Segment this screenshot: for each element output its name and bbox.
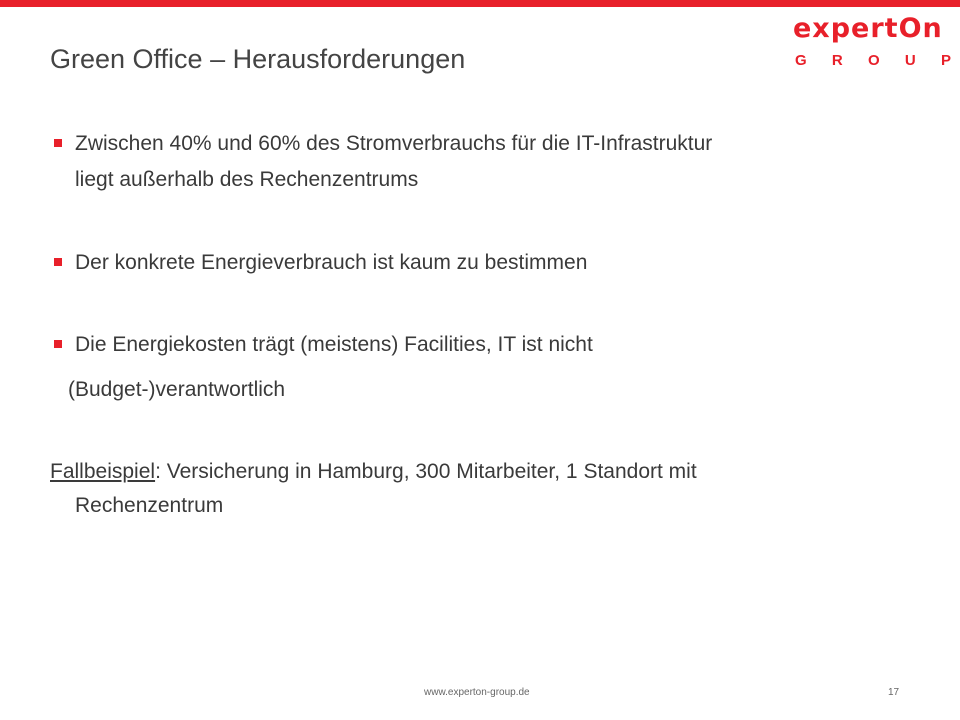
case-study-text: : Versicherung in Hamburg, 300 Mitarbeiter, 1 Standort mit [155, 460, 697, 483]
square-bullet-icon [54, 258, 62, 266]
logo-letter: P [940, 52, 951, 69]
square-bullet-icon [54, 340, 62, 348]
bullet-text [75, 327, 915, 363]
bullet-line: Die Energiekosten trägt (meistens) Facilities, IT ist nicht [75, 333, 593, 356]
bullet-line: Zwischen 40% und 60% des Stromverbrauchs für die IT-Infrastruktur [75, 132, 713, 155]
logo-letter: O [867, 52, 880, 69]
logo-wordmark: expertOn [793, 13, 943, 44]
bullet-text [75, 126, 915, 198]
bullet-continuation: (Budget-)verantwortlich [68, 378, 286, 401]
square-bullet-icon [54, 139, 62, 147]
bullet-line: Der konkrete Energieverbrauch ist kaum zu bestimmen [75, 251, 588, 274]
case-study-text-continued: Rechenzentrum [75, 494, 224, 517]
slide-title: Green Office – Herausforderungen [50, 44, 466, 74]
case-study-paragraph [50, 455, 910, 523]
logo-letter: R [831, 52, 843, 69]
logo-letter: U [904, 52, 916, 69]
logo-letter: G [795, 52, 807, 69]
logo-subline [795, 52, 951, 70]
bullet-line: liegt außerhalb des Rechenzentrums [75, 168, 419, 191]
bullet-text [75, 245, 915, 281]
company-logo [793, 14, 953, 72]
page-number: 17 [888, 687, 900, 698]
footer-url: www.experton-group.de [424, 687, 530, 698]
top-accent-bar [0, 0, 960, 7]
case-study-label: Fallbeispiel [50, 460, 156, 483]
